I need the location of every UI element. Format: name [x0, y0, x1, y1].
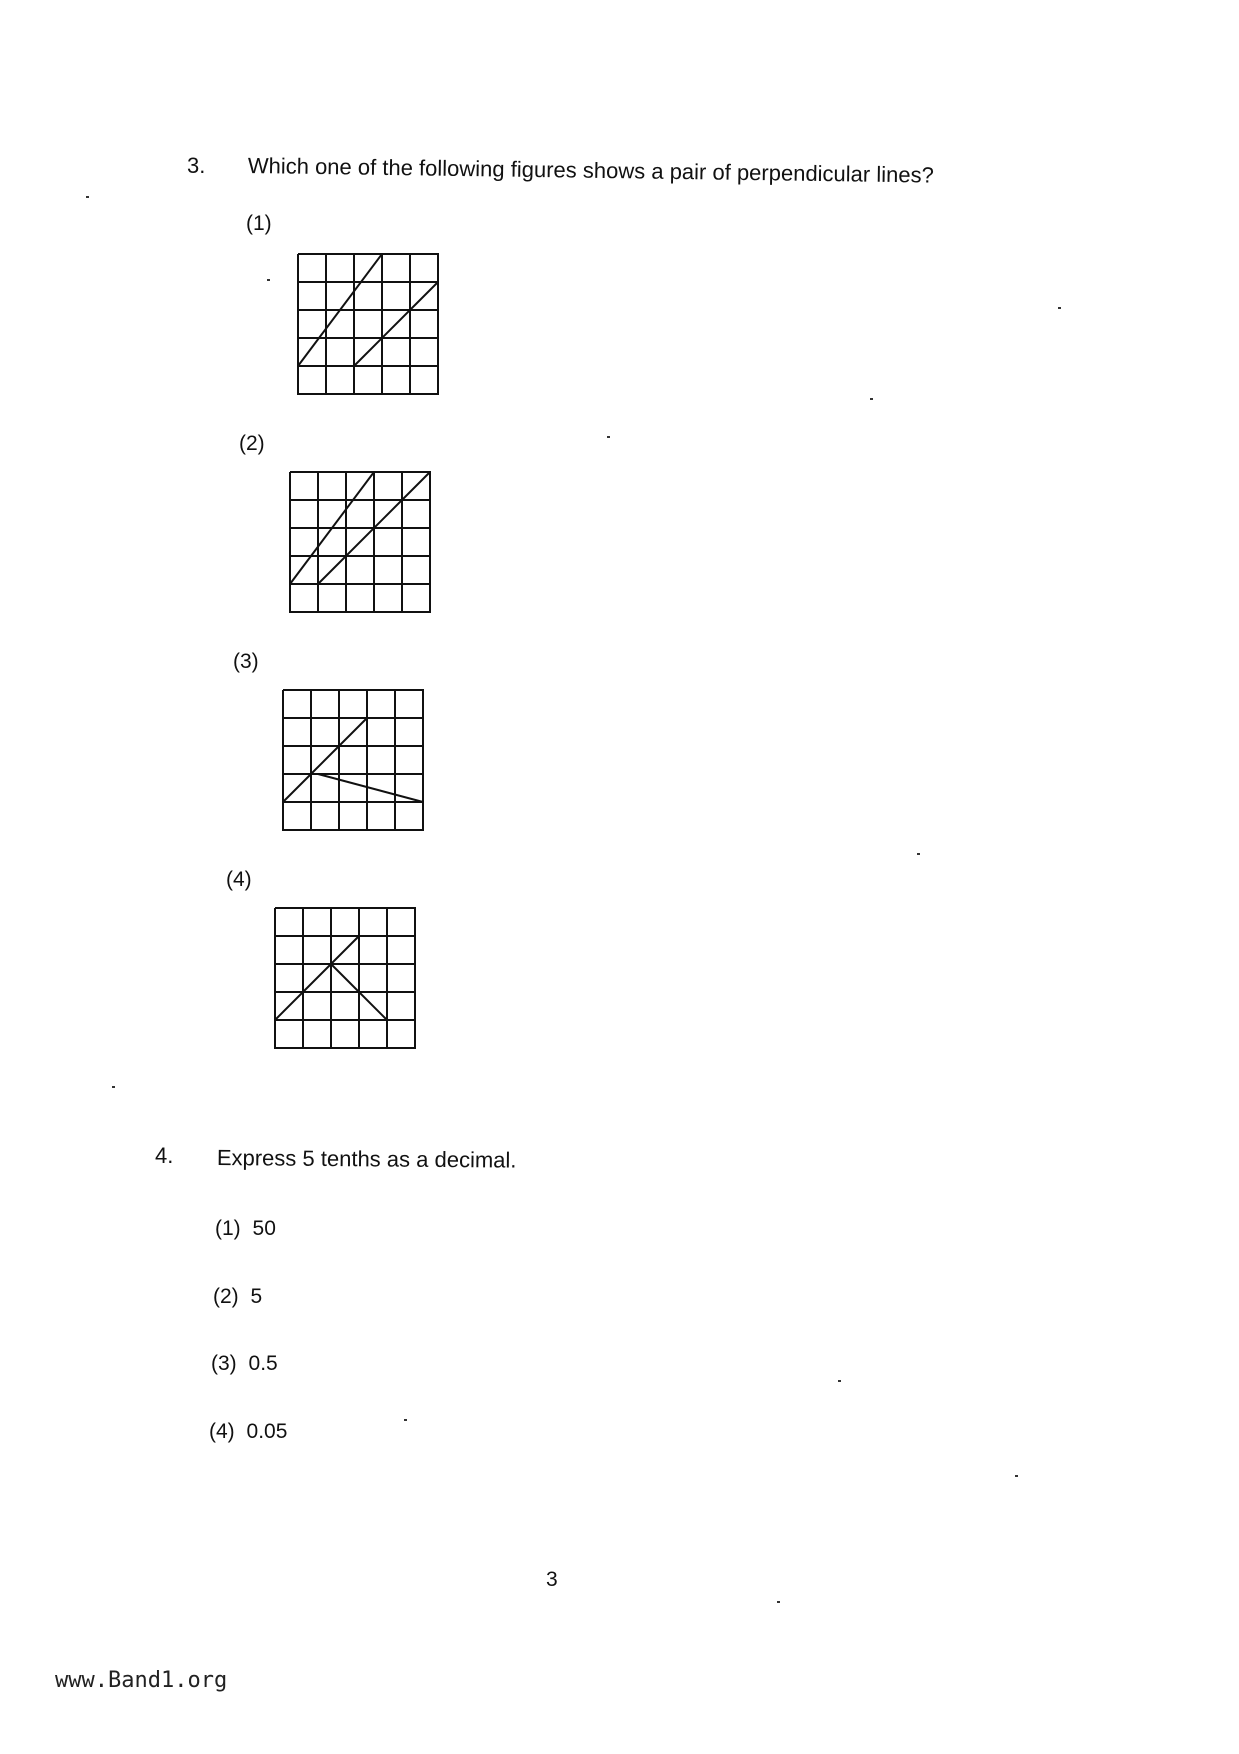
q3-option-2-figure	[288, 470, 433, 615]
q3-option-1-label: (1)	[246, 212, 272, 235]
question-4-text: Express 5 tenths as a decimal.	[216, 1145, 517, 1173]
question-4-number: 4.	[155, 1143, 174, 1168]
scan-speck	[607, 436, 610, 438]
q4-choice-4-value: 0.05	[246, 1420, 288, 1443]
q4-choice-1	[215, 1217, 276, 1241]
scan-speck	[777, 1601, 780, 1603]
q4-choice-1-value: 50	[252, 1217, 276, 1240]
scan-speck	[86, 196, 89, 198]
footer-url: www.Band1.org	[55, 1668, 228, 1693]
scan-speck	[1015, 1475, 1018, 1477]
scan-speck	[112, 1086, 115, 1088]
scan-speck	[1058, 307, 1061, 309]
q3-option-2-label: (2)	[239, 432, 265, 455]
q3-option-3-label: (3)	[233, 650, 259, 673]
q3-option-4-label: (4)	[226, 868, 252, 891]
q3-option-1-figure	[296, 252, 441, 397]
question-3-text: Which one of the following figures shows a pair of perpendicular lines?	[247, 153, 934, 188]
q4-choice-3-label: (3)	[211, 1352, 237, 1375]
q4-choice-4-label: (4)	[209, 1420, 235, 1443]
scan-speck	[917, 853, 920, 855]
question-3-number: 3.	[187, 153, 206, 178]
scan-speck	[404, 1419, 407, 1421]
q3-option-4-figure	[273, 906, 418, 1051]
q4-choice-2-label: (2)	[213, 1285, 239, 1308]
scan-speck	[838, 1380, 841, 1382]
scan-speck	[267, 279, 270, 281]
scan-speck	[870, 398, 873, 400]
page-number: 3	[546, 1568, 558, 1591]
q4-choice-3-value: 0.5	[248, 1352, 278, 1375]
q4-choice-2	[213, 1285, 262, 1309]
q4-choice-1-label: (1)	[215, 1217, 241, 1240]
q4-choice-3	[211, 1352, 278, 1376]
q3-option-3-figure	[281, 688, 426, 833]
q4-choice-4	[209, 1420, 287, 1444]
q4-choice-2-value: 5	[250, 1285, 263, 1308]
